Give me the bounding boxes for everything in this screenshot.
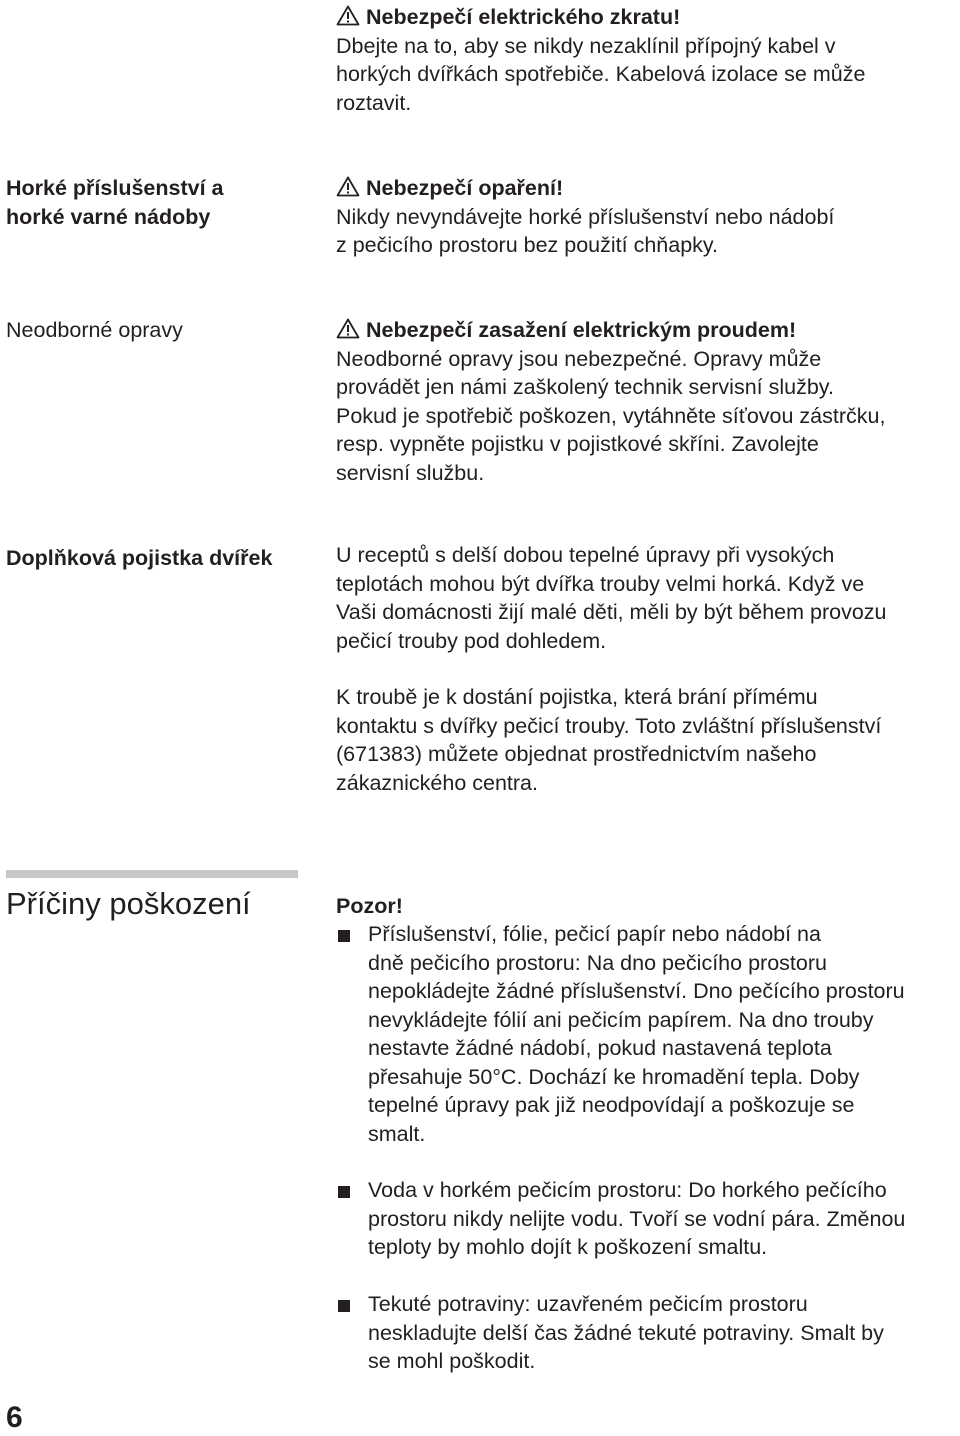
warning-title: Nebezpečí zasažení elektrickým proudem! bbox=[366, 318, 797, 342]
section-label-improper-repairs bbox=[6, 316, 183, 345]
body-line: nepokládejte žádné příslušenství. Dno pečícího prostoru bbox=[368, 979, 905, 1003]
warning-heading bbox=[336, 3, 956, 32]
warning-block-scalding bbox=[336, 174, 956, 260]
list-item-text bbox=[368, 1290, 960, 1376]
body-line: Neodborné opravy jsou nebezpečné. Opravy může bbox=[336, 346, 822, 371]
body-line: neskladujte delší čas žádné tekuté potraviny. Smalt by bbox=[368, 1320, 884, 1345]
body-line: prostoru nikdy nelijte vodu. Tvoří se vodní pára. Změnou bbox=[368, 1206, 906, 1231]
warning-block-electric-shock bbox=[336, 316, 956, 487]
body-line: roztavit. bbox=[336, 90, 412, 115]
label-line: Doplňková pojistka dvířek bbox=[6, 546, 273, 570]
warning-title: Nebezpečí opaření! bbox=[366, 176, 564, 200]
warning-heading bbox=[336, 174, 956, 203]
body-line: z pečicího prostoru bez použití chňapky. bbox=[336, 233, 719, 257]
body-line: provádět jen námi zaškolený technik servisní služby. bbox=[336, 375, 834, 399]
body-line: Nikdy nevyndávejte horké příslušenství nebo nádobí bbox=[336, 204, 835, 229]
body-line: tepelné úpravy pak již neodpovídají a poškozuje se bbox=[368, 1093, 855, 1117]
body-line: teploty by mohlo dojít k poškození smaltu. bbox=[368, 1235, 768, 1259]
warning-triangle-icon bbox=[336, 5, 360, 26]
section-label-hot-accessories bbox=[6, 174, 223, 231]
body-line: teplotách mohou být dvířka trouby velmi horká. Když ve bbox=[336, 571, 865, 596]
body-line: K troubě je k dostání pojistka, která brání přímému bbox=[336, 685, 818, 709]
paragraph-door-lock-2 bbox=[336, 683, 956, 797]
body-line: Příslušenství, fólie, pečicí papír nebo nádobí na bbox=[368, 922, 821, 946]
body-line: Vaši domácnosti žijí malé děti, měli by být během provozu bbox=[336, 600, 887, 624]
body-line: Voda v horkém pečicím prostoru: Do horkého pečícího bbox=[368, 1178, 887, 1202]
body-line: Pokud je spotřebič poškozen, vytáhněte síťovou zástrčku, bbox=[336, 403, 886, 428]
list-item bbox=[336, 1290, 960, 1380]
label-line: Horké příslušenství a bbox=[6, 176, 224, 200]
body-line: nevykládejte fólií ani pečicím papírem. Na dno trouby bbox=[368, 1007, 874, 1032]
square-bullet-icon bbox=[338, 1186, 350, 1198]
list-item bbox=[336, 920, 960, 1150]
warning-triangle-icon bbox=[336, 318, 360, 339]
square-bullet-icon bbox=[338, 930, 350, 942]
body-line: dně pečicího prostoru: Na dno pečicího prostoru bbox=[368, 950, 827, 975]
section-label-door-lock bbox=[6, 544, 272, 573]
section-divider bbox=[6, 870, 298, 878]
body-line: resp. vypněte pojistku v pojistkové skříni. Zavolejte bbox=[336, 432, 819, 456]
warning-triangle-icon bbox=[336, 176, 360, 197]
body-line: zákaznického centra. bbox=[336, 770, 538, 795]
label-line: Neodborné opravy bbox=[6, 318, 183, 342]
body-line: Tekuté potraviny: uzavřeném pečicím prostoru bbox=[368, 1292, 808, 1316]
body-line: servisní službu. bbox=[336, 460, 485, 485]
warning-title: Nebezpečí elektrického zkratu! bbox=[366, 5, 681, 29]
caution-label: Pozor! bbox=[336, 894, 403, 918]
warning-heading bbox=[336, 316, 956, 345]
body-line: se mohl poškodit. bbox=[368, 1349, 536, 1373]
list-item-text bbox=[368, 1176, 960, 1262]
list-item bbox=[336, 1176, 960, 1266]
list-item-text bbox=[368, 920, 960, 1148]
body-line: pečicí trouby pod dohledem. bbox=[336, 628, 607, 653]
section-heading-damage-causes: Příčiny poškození bbox=[6, 886, 251, 921]
body-line: smalt. bbox=[368, 1121, 426, 1146]
body-line: nestavte žádné nádobí, pokud nastavená teplota bbox=[368, 1036, 832, 1060]
label-line: horké varné nádoby bbox=[6, 204, 211, 229]
body-line: Dbejte na to, aby se nikdy nezaklínil přípojný kabel v bbox=[336, 33, 836, 58]
body-line: kontaktu s dvířky pečicí trouby. Toto zvláštní příslušenství bbox=[336, 713, 882, 738]
body-line: horkých dvířkách spotřebiče. Kabelová izolace se může bbox=[336, 62, 866, 86]
body-line: (671383) můžete objednat prostřednictvím našeho bbox=[336, 742, 817, 766]
paragraph-door-lock-1 bbox=[336, 541, 956, 655]
square-bullet-icon bbox=[338, 1300, 350, 1312]
body-line: U receptů s delší dobou tepelné úpravy při vysokých bbox=[336, 543, 835, 567]
page-number: 6 bbox=[6, 1401, 23, 1434]
body-line: přesahuje 50°C. Dochází ke hromadění tepla. Doby bbox=[368, 1064, 860, 1089]
warning-block-short-circuit bbox=[336, 3, 956, 117]
